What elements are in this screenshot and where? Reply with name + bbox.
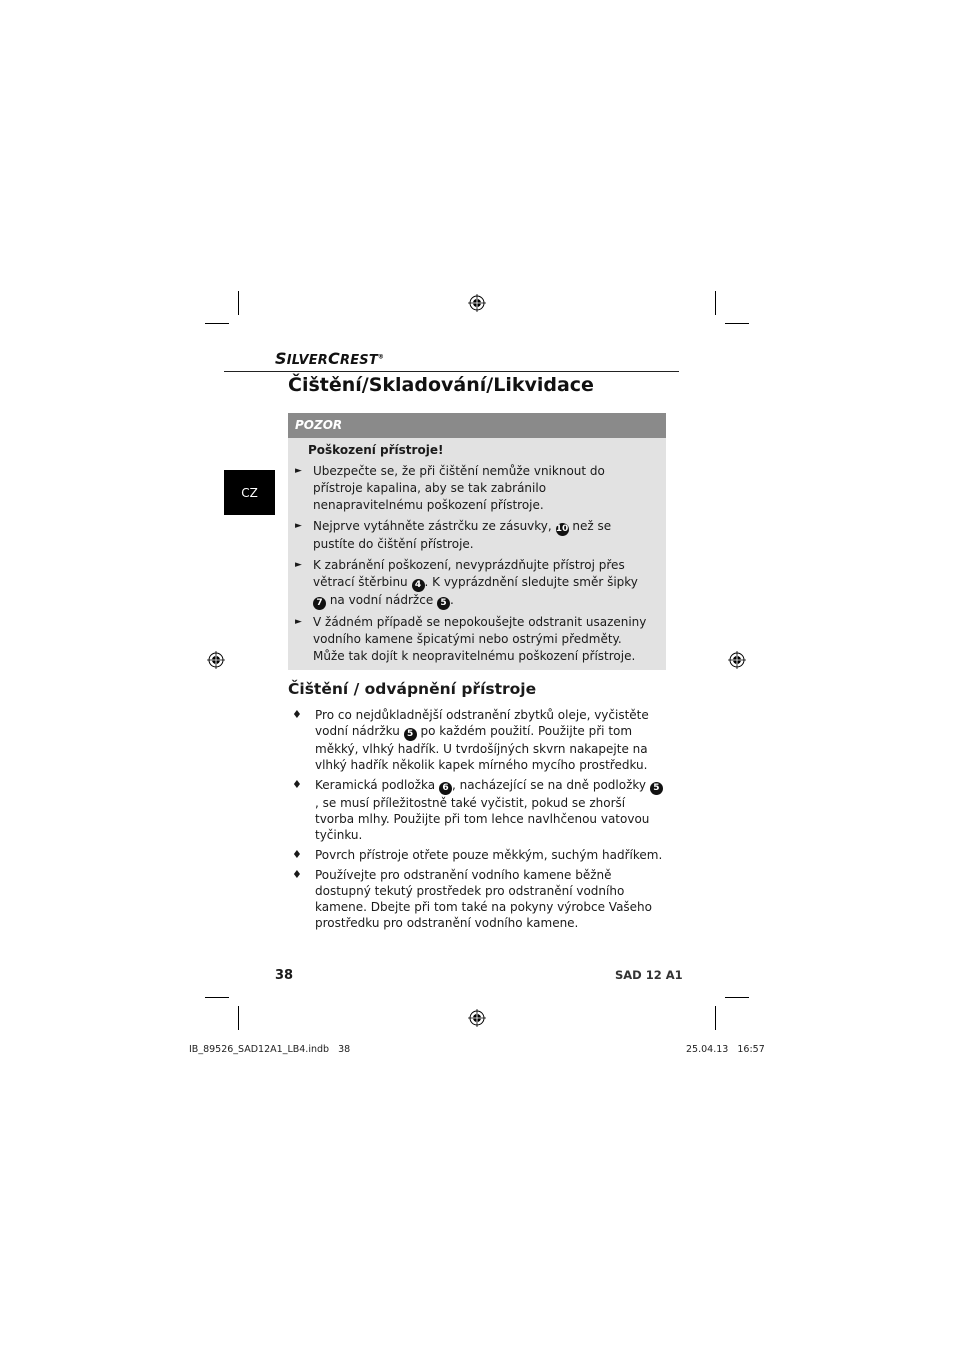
print-date-time: 25.04.13 16:57 xyxy=(686,1044,765,1055)
arrow-right-icon: ► xyxy=(295,617,302,627)
diamond-icon: ♦ xyxy=(292,708,302,721)
warning-box xyxy=(288,413,666,670)
part-number-badge: 7 xyxy=(313,597,326,610)
warning-header: POZOR xyxy=(288,413,666,438)
registration-mark-icon xyxy=(728,651,746,669)
list-item: ► Nejprve vytáhněte zástrčku ze zásuvky, 10 než se pustíte do čištění přístroje. xyxy=(295,519,612,551)
crop-mark xyxy=(205,323,229,324)
header-rule xyxy=(224,371,679,372)
part-number-badge: 6 xyxy=(439,782,452,795)
arrow-right-icon: ► xyxy=(295,560,302,570)
registration-mark-icon xyxy=(468,1009,486,1027)
list-item: ► V žádném případě se nepokoušejte odstranit usazeniny vodního kamene špicatými nebo ostrými předměty. Může tak dojít k neopravitelnému poškození přístroje. xyxy=(295,615,647,663)
warning-subtitle: Poškození přístroje! xyxy=(308,443,444,457)
section-heading: Čištění / odvápnění přístroje xyxy=(288,680,537,698)
part-number-badge: 5 xyxy=(437,597,450,610)
diamond-icon: ♦ xyxy=(292,778,302,791)
registration-mark-icon xyxy=(207,651,225,669)
list-item: ♦ Povrch přístroje otřete pouze měkkým, suchým hadříkem. xyxy=(292,848,663,862)
print-file-info: IB_89526_SAD12A1_LB4.indb 38 xyxy=(189,1044,351,1055)
crop-mark xyxy=(238,1006,239,1030)
language-tab: CZ xyxy=(224,470,275,515)
part-number-badge: 5 xyxy=(650,782,663,795)
crop-mark xyxy=(725,323,749,324)
list-item: ♦ Používejte pro odstranění vodního kamene běžně dostupný tekutý prostředek pro odstranění vodního kamene. Dbejte při tom také na pokyny výrobce Vašeho prostředku pro odstranění vodního kamene. xyxy=(292,868,653,930)
part-number-badge: 10 xyxy=(555,524,569,534)
arrow-right-icon: ► xyxy=(295,521,302,531)
page-number: 38 xyxy=(275,968,294,983)
part-number-badge: 4 xyxy=(412,579,425,592)
arrow-right-icon: ► xyxy=(295,466,302,476)
list-item: ♦ Pro co nejdůkladnější odstranění zbytků oleje, vyčistěte vodní nádržku 5 po každém použití. Použijte při tom měkký, vlhký hadřík. U tvrdošíjných skvrn nakapejte na vlhký hadřík několik kapek mírného mycího prostředku. xyxy=(292,708,649,772)
crop-mark xyxy=(725,997,749,998)
crop-mark xyxy=(238,291,239,315)
cleaning-list xyxy=(288,707,668,935)
crop-mark xyxy=(205,997,229,998)
crop-mark xyxy=(715,291,716,315)
diamond-icon: ♦ xyxy=(292,868,302,881)
list-item: ♦ Keramická podložka 6 , nacházející se na dně podložky 5, se musí příležitostně také vyčistit, pokud se zhorší tvorba mlhy. Použijte při tom lehce navlhčenou vatovou tyčinku. xyxy=(288,777,663,843)
brand-logo: SILVERCREST® xyxy=(275,349,385,368)
warning-list xyxy=(288,463,666,669)
page-title: Čištění/Skladování/Likvidace xyxy=(288,374,594,396)
diamond-icon: ♦ xyxy=(292,848,302,861)
crop-mark xyxy=(715,1006,716,1030)
list-item: ► Ubezpečte se, že při čištění nemůže vniknout do přístroje kapalina, aby se tak zabránilo nenapravitelnému poškození přístroje. xyxy=(295,464,605,512)
model-number: SAD 12 A1 xyxy=(615,968,683,982)
list-item: ► K zabránění poškození, nevyprázdňujte přístroj přes větrací štěrbinu 4 . K vyprázdnění sledujte směr šipky 7 na vodní nádržce 5 . xyxy=(295,558,638,608)
part-number-badge: 5 xyxy=(404,728,417,741)
registration-mark-icon xyxy=(468,294,486,312)
